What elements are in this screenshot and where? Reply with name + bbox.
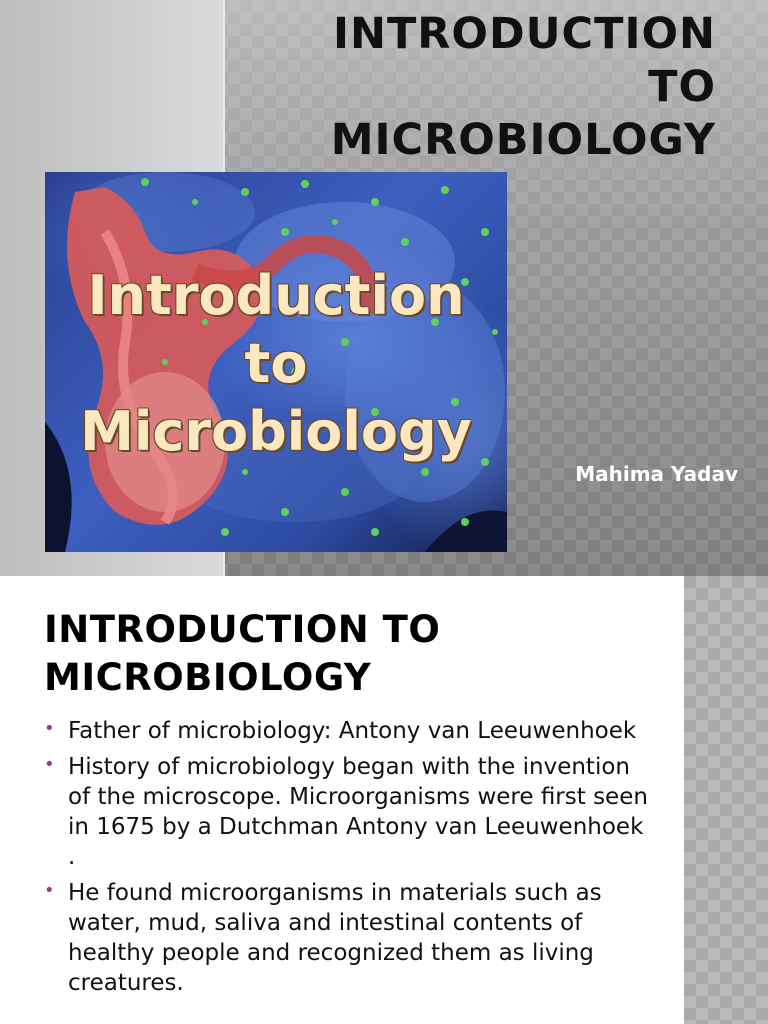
hero-overlay-text xyxy=(45,262,507,466)
bullet-icon: • xyxy=(44,718,55,739)
heading-line: INTRODUCTION TO xyxy=(44,608,441,651)
title-line: INTRODUCTION xyxy=(332,9,716,59)
title-line: MICROBIOLOGY xyxy=(330,115,716,165)
bullet-icon: • xyxy=(44,754,55,775)
author-name: Mahima Yadav xyxy=(575,462,738,486)
bullet-text: History of microbiology began with the invention of the microscope. Microorganisms were first seen in 1675 by a Dutchman Antony van Leeuwenhoek . xyxy=(68,754,648,870)
hero-overlay-line: to xyxy=(244,332,308,395)
right-band xyxy=(684,576,768,1024)
bullet-item xyxy=(44,878,654,998)
slide-title xyxy=(331,8,716,167)
slide-heading xyxy=(44,606,664,702)
hero-overlay-line: Introduction xyxy=(87,264,465,327)
bullet-icon: • xyxy=(44,880,55,901)
bullet-list xyxy=(44,716,654,1004)
heading-line: MICROBIOLOGY xyxy=(44,656,372,699)
content-slide xyxy=(0,576,768,1024)
bullet-text: Father of microbiology: Antony van Leeuwenhoek xyxy=(68,718,637,744)
microbe-micrograph-image xyxy=(45,172,507,552)
hero-overlay-line: Microbiology xyxy=(80,400,472,463)
bullet-text: He found microorganisms in materials such as water, mud, saliva and intestinal contents of healthy people and recognized them as living creatures. xyxy=(68,880,602,996)
title-line: TO xyxy=(648,62,716,112)
bullet-item xyxy=(44,752,654,872)
bullet-item xyxy=(44,716,654,746)
